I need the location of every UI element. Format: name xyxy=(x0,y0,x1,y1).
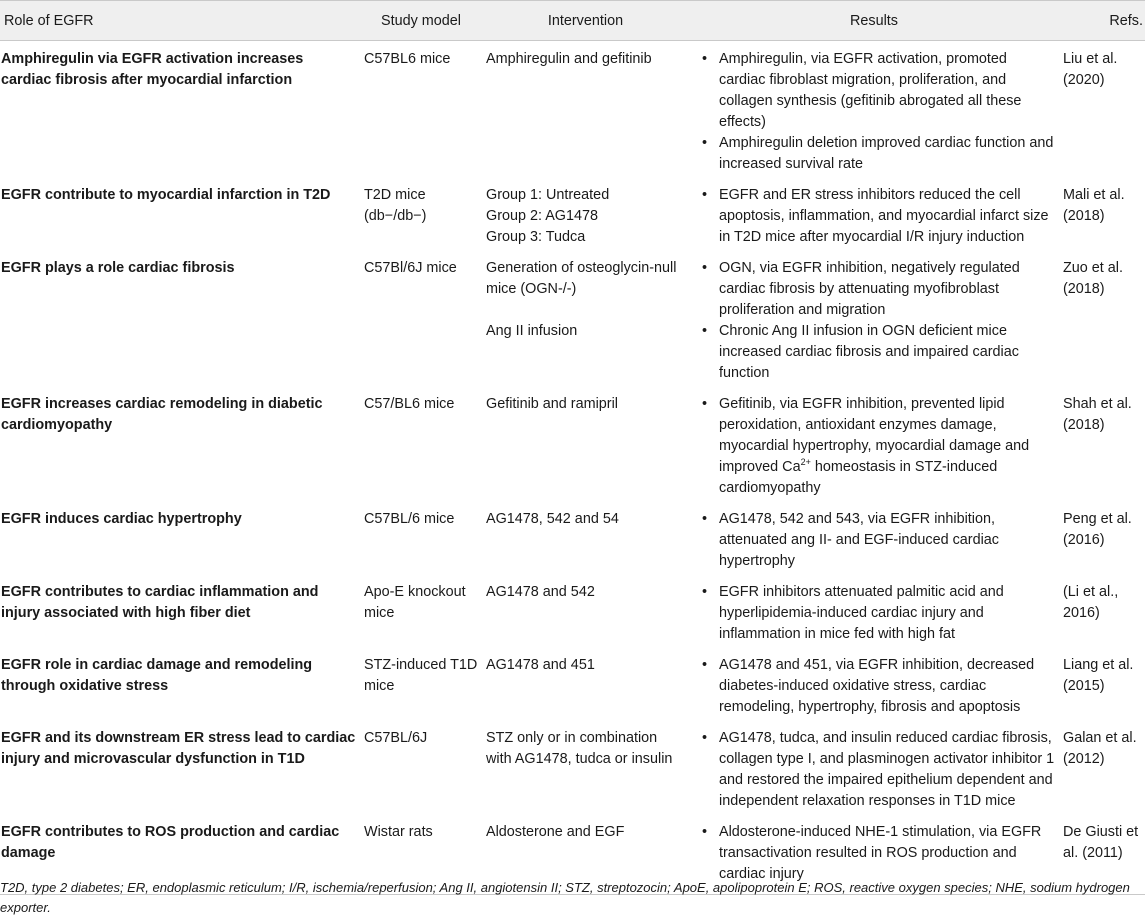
study-model-cell: STZ-induced T1D mice xyxy=(364,657,478,694)
result-item: • Chronic Ang II infusion in OGN deficient mice increased cardiac fibrosis and impaired cardiac function xyxy=(693,321,1055,384)
table-row xyxy=(0,177,1145,250)
header-results: Results xyxy=(689,1,1059,41)
intervention-cell xyxy=(482,41,689,178)
result-item: • OGN, via EGFR inhibition, negatively regulated cardiac fibrosis by attenuating myofibroblast proliferation and migration xyxy=(693,258,1055,321)
intervention-line: Gefitinib and ramipril xyxy=(486,396,618,412)
result-item xyxy=(693,394,1055,499)
ref-cell: Peng et al. (2016) xyxy=(1063,511,1132,548)
study-model-cell: C57/BL6 mice xyxy=(364,396,455,412)
results-list xyxy=(693,728,1055,812)
ref-cell: Mali et al. (2018) xyxy=(1063,187,1125,224)
ref-cell: Galan et al. (2012) xyxy=(1063,730,1137,767)
intervention-line: Group 1: Untreated xyxy=(486,187,610,203)
study-model-cell: T2D mice (db−/db−) xyxy=(364,187,427,224)
result-item: • EGFR and ER stress inhibitors reduced the cell apoptosis, inflammation, and myocardial infarct size in T2D mice after myocardial I/R injury induction xyxy=(693,185,1055,248)
result-text-post: homeostasis in STZ-induced cardiomyopathy xyxy=(719,459,998,496)
results-cell xyxy=(689,386,1059,501)
results-list xyxy=(693,394,1055,499)
result-item: • AG1478, tudca, and insulin reduced cardiac fibrosis, collagen type I, and plasminogen activator inhibitor 1 and restored the impaired epithelium dependent and independent relaxation responses in T1D mice xyxy=(693,728,1055,812)
intervention-cell xyxy=(482,250,689,386)
results-list xyxy=(693,655,1055,718)
intervention-cell xyxy=(482,574,689,647)
role-cell: EGFR contribute to myocardial infarction in T2D xyxy=(1,187,331,203)
study-model-cell: C57BL6 mice xyxy=(364,51,451,67)
results-list xyxy=(693,49,1055,175)
intervention-line: Aldosterone and EGF xyxy=(486,824,625,840)
intervention-line: STZ only or in combination with AG1478, tudca or insulin xyxy=(486,730,673,767)
header-role: Role of EGFR xyxy=(0,1,360,41)
result-item: • AG1478 and 451, via EGFR inhibition, decreased diabetes-induced oxidative stress, cardiac remodeling, hypertrophy, fibrosis and apoptosis xyxy=(693,655,1055,718)
ref-cell: De Giusti et al. (2011) xyxy=(1059,814,1145,895)
table-row xyxy=(0,250,1145,386)
role-cell: Amphiregulin via EGFR activation increases cardiac fibrosis after myocardial infarction xyxy=(1,51,304,88)
results-cell xyxy=(689,647,1059,720)
role-cell: EGFR plays a role cardiac fibrosis xyxy=(1,260,235,276)
role-cell: EGFR contributes to ROS production and cardiac damage xyxy=(0,814,360,895)
intervention-line: Group 2: AG1478 xyxy=(486,208,599,224)
results-list xyxy=(693,822,1055,885)
result-superscript: 2+ xyxy=(800,457,811,468)
table-row xyxy=(0,501,1145,574)
table-footnote: T2D, type 2 diabetes; ER, endoplasmic reticulum; I/R, ischemia/reperfusion; Ang II, angiotensin II; STZ, streptozocin; ApoE, apolipoprotein E; ROS, reactive oxygen species; NHE, sodium hydrogen exporter. xyxy=(0,880,1130,915)
study-model-cell: C57BL/6J xyxy=(364,730,428,746)
result-item: • Aldosterone-induced NHE-1 stimulation, via EGFR transactivation resulted in ROS production and cardiac injury xyxy=(693,822,1055,885)
result-item: • Amphiregulin, via EGFR activation, promoted cardiac fibroblast migration, proliferation, and collagen synthesis (gefitinib abrogated all these effects) xyxy=(693,49,1055,133)
ref-cell: Zuo et al. (2018) xyxy=(1063,260,1123,297)
ref-cell: Shah et al. (2018) xyxy=(1063,396,1132,433)
result-item: • Amphiregulin deletion improved cardiac function and increased survival rate xyxy=(693,133,1055,175)
intervention-cell xyxy=(482,501,689,574)
table-row xyxy=(0,41,1145,178)
results-cell xyxy=(689,41,1059,178)
results-cell xyxy=(689,574,1059,647)
results-cell xyxy=(689,720,1059,814)
intervention-line: AG1478 and 542 xyxy=(486,584,595,600)
header-intervention: Intervention xyxy=(482,1,689,41)
header-refs: Refs. xyxy=(1059,1,1145,41)
results-cell xyxy=(689,177,1059,250)
results-cell xyxy=(689,501,1059,574)
results-list xyxy=(693,582,1055,645)
intervention-line: Ang II infusion xyxy=(486,323,578,339)
intervention-line: Generation of osteoglycin-null mice (OGN-/-) xyxy=(486,260,677,297)
ref-cell: Liang et al. (2015) xyxy=(1063,657,1134,694)
study-model-cell: C57BL/6 mice xyxy=(364,511,455,527)
header-study-model: Study model xyxy=(360,1,482,41)
table-row xyxy=(0,647,1145,720)
table-row xyxy=(0,720,1145,814)
results-list xyxy=(693,185,1055,248)
role-cell: EGFR increases cardiac remodeling in diabetic cardiomyopathy xyxy=(1,396,323,433)
intervention-cell xyxy=(482,386,689,501)
intervention-cell xyxy=(482,177,689,250)
result-text-pre: Gefitinib, via EGFR inhibition, prevented lipid peroxidation, antioxidant enzymes damage, myocardial hypertrophy, myocardial damage and improved Ca xyxy=(719,396,1030,475)
results-list xyxy=(693,258,1055,384)
study-model-cell: Apo-E knockout mice xyxy=(364,584,466,621)
result-item: • EGFR inhibitors attenuated palmitic acid and hyperlipidemia-induced cardiac injury and inflammation in mice fed with high fat xyxy=(693,582,1055,645)
table-row xyxy=(0,386,1145,501)
intervention-cell xyxy=(482,647,689,720)
intervention-line: AG1478 and 451 xyxy=(486,657,595,673)
ref-cell: Liu et al. (2020) xyxy=(1063,51,1118,88)
role-cell: EGFR induces cardiac hypertrophy xyxy=(1,511,242,527)
table-row xyxy=(0,574,1145,647)
table-header-row xyxy=(0,1,1145,41)
results-list xyxy=(693,509,1055,572)
result-item: • AG1478, 542 and 543, via EGFR inhibition, attenuated ang II- and EGF-induced cardiac hypertrophy xyxy=(693,509,1055,572)
intervention-line: Group 3: Tudca xyxy=(486,229,586,245)
role-cell: EGFR contributes to cardiac inflammation and injury associated with high fiber diet xyxy=(1,584,319,621)
intervention-line: Amphiregulin and gefitinib xyxy=(486,51,652,67)
role-cell: EGFR role in cardiac damage and remodeling through oxidative stress xyxy=(1,657,313,694)
study-model-cell: Wistar rats xyxy=(360,814,482,895)
ref-cell: (Li et al., 2016) xyxy=(1063,584,1119,621)
intervention-line: AG1478, 542 and 54 xyxy=(486,511,619,527)
study-model-cell: C57Bl/6J mice xyxy=(364,260,457,276)
intervention-cell xyxy=(482,720,689,814)
role-cell: EGFR and its downstream ER stress lead to cardiac injury and microvascular dysfunction in T1D xyxy=(1,730,356,767)
results-cell xyxy=(689,250,1059,386)
